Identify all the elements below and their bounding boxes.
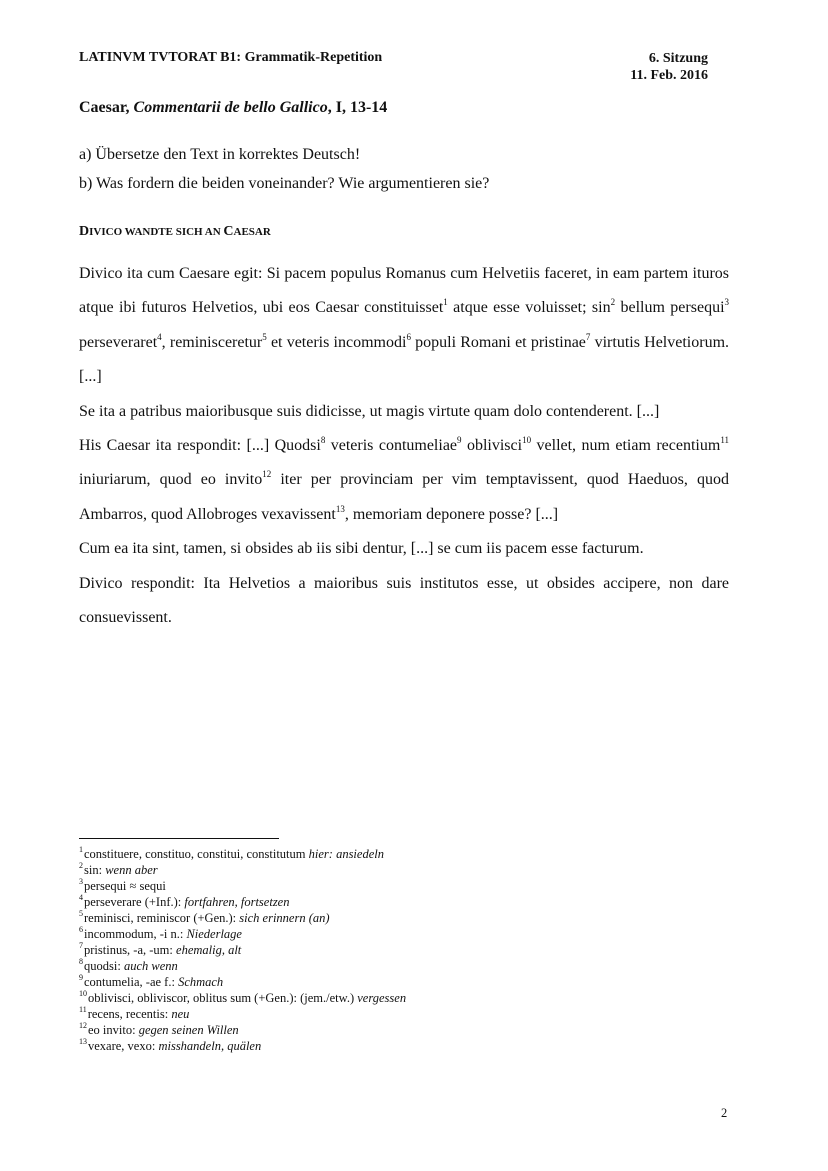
- paragraph: Divico ita cum Caesare egit: Si pacem populus Romanus cum Helvetiis faceret, in eam partem ituros atque ibi futuros Helvetios, ubi eos Caesar constituisset$^1$ atque esse voluisset; $\sin^2$ bellum persequi$^3$ perseveraret$^4$, reminisceretur$^5$ et veteris incommodi$^6$ populi Romani et pristinae$^7$ virtutis Helvetiorum. [...]: [79, 265, 730, 386]
- footnote: $^{12}$eo invito: gegen seinen Willen: [79, 1021, 239, 1037]
- footnote: $^{10}$oblivisci, obliviscor, oblitus sum (+Gen.): (jem./etw.) vergessen: [79, 989, 407, 1005]
- title-work: Commentarii de bello Gallico: [133, 99, 328, 116]
- footnote: $^4$perseverare (+Inf.): fortfahren, fortsetzen: [79, 893, 290, 909]
- footnote-ref: 5: [262, 331, 267, 342]
- footnote: $^5$reminisci, reminiscor (+Gen.): sich erinnern (an): [79, 909, 330, 925]
- footnote-ref: 3: [724, 297, 730, 308]
- page-title: [79, 99, 387, 117]
- footnote-ref: 8: [320, 435, 326, 446]
- task-b: b) Was fordern die beiden voneinander? Wie argumentieren sie?: [79, 175, 490, 192]
- footnote-separator: [79, 838, 279, 839]
- page-number: 2: [721, 1106, 728, 1120]
- footnote: $^3$persequi ≈ sequi: [79, 877, 166, 893]
- section-heading: DIVICO WANDTE SICH AN CAESAR: [79, 224, 271, 239]
- footnote: $^1$constituere, constituo, constitui, constitutum hier: ansiedeln: [79, 845, 384, 861]
- footnote: $^9$contumelia, -ae f.: Schmach: [79, 973, 224, 989]
- footnote-ref: 6: [406, 331, 411, 342]
- paragraph: Divico respondit: Ita Helvetios a maioribus suis institutos esse, ut obsides accipere, non dare consuevissent.: [79, 574, 729, 627]
- footnote-ref: 13: [335, 503, 345, 514]
- paragraph: Cum ea ita sint, tamen, si obsides ab iis sibi dentur, [...] se cum iis pacem esse facturum.: [79, 540, 644, 558]
- task-a: a) Übersetze den Text in korrektes Deutsch!: [79, 146, 361, 163]
- footnote-ref: 12: [262, 469, 272, 480]
- footnote: $^{13}$vexare, vexo: misshandeln, quälen: [79, 1037, 262, 1053]
- title-author: Caesar,: [79, 99, 134, 116]
- session-number: 6. Sitzung: [648, 51, 708, 66]
- course-title: LATINVM TVTORAT B1: Grammatik-Repetition: [79, 50, 383, 65]
- footnote-ref: 1: [443, 297, 448, 308]
- footnote: $^7$pristinus, -a, -um: ehemalig, alt: [79, 941, 242, 957]
- footnotes: [79, 846, 406, 1054]
- footnote: $^{11}$recens, recentis: neu: [79, 1005, 190, 1021]
- paragraph: His Caesar ita respondit: [...] Quodsi$^8$ veteris contumeliae$^9$ oblivisci$^{10}$ vellet, num etiam recentium$^{11}$ iniuriarum, quod eo invito$^{12}$ iter per provinciam per vim temptavissent, quod Haeduos, quod Ambarros, quod Allobroges vexavissent$^{13}$, memoriam deponere posse? [...]: [79, 435, 730, 523]
- title-ref: , I, 13-14: [327, 99, 388, 116]
- footnote-ref: 7: [585, 331, 591, 342]
- footnote: $^8$quodsi: auch wenn: [79, 957, 178, 973]
- footnote: $^2$sin: wenn aber: [79, 861, 158, 877]
- footnote-ref: 11: [720, 435, 729, 446]
- footnote-ref: 9: [457, 435, 462, 446]
- session-info: [630, 50, 708, 84]
- paragraph: Se ita a patribus maioribusque suis didicisse, ut magis virtute quam dolo contenderent. [...]: [79, 402, 660, 420]
- latin-text: [79, 257, 729, 635]
- footnote: $^6$incommodum, -i n.: Niederlage: [79, 925, 242, 941]
- footnote-ref: 10: [522, 435, 532, 446]
- footnote-ref: 2: [610, 297, 616, 308]
- footnote-ref: 4: [157, 331, 162, 342]
- session-date: 11. Feb. 2016: [630, 68, 708, 83]
